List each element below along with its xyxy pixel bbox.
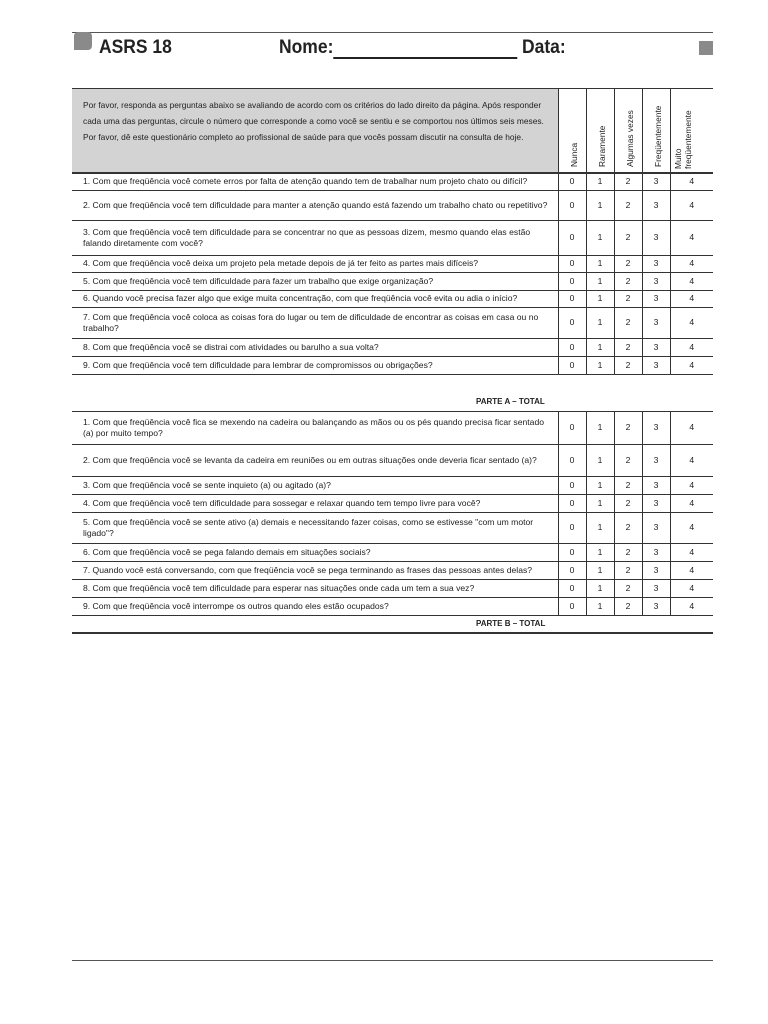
part-b-table [72,411,713,616]
question-row [72,191,713,221]
part-a-table [72,172,713,375]
score-option-3[interactable]: 3 [642,273,670,291]
score-option-4[interactable]: 4 [670,308,713,339]
score-option-3[interactable]: 3 [642,308,670,339]
question-row [72,562,713,580]
score-option-1[interactable]: 1 [586,445,614,477]
name-date-field [279,37,566,59]
question-text: 1. Com que freqüência você comete erros por falta de atenção quando tem de trabalhar num projeto chato ou difícil? [72,173,558,191]
scale-label: Nunca [569,142,579,167]
score-option-0[interactable]: 0 [558,562,586,580]
score-option-1[interactable]: 1 [586,291,614,308]
score-option-2[interactable]: 2 [614,513,642,544]
question-text: 7. Com que freqüência você coloca as coisas fora do lugar ou tem de dificuldade de encontrar as coisas em casa ou no trabalho? [72,308,558,339]
score-option-1[interactable]: 1 [586,513,614,544]
score-option-0[interactable]: 0 [558,598,586,616]
question-text: 2. Com que freqüência você tem dificuldade para manter a atenção quando está fazendo um trabalho chato ou repetitivo? [72,191,558,221]
scale-header-4 [670,89,714,173]
score-option-3[interactable]: 3 [642,221,670,256]
score-option-4[interactable]: 4 [670,580,713,598]
score-option-0[interactable]: 0 [558,477,586,495]
question-text: 6. Quando você precisa fazer algo que exige muita concentração, com que freqüência você evita ou adia o início? [72,291,558,308]
scale-label: Freqüentemente [653,105,663,167]
question-text: 3. Com que freqüência você tem dificuldade para se concentrar no que as pessoas dizem, mesmo quando elas estão falando diretamente com você? [72,221,558,256]
question-row [72,513,713,544]
question-row [72,598,713,616]
score-option-3[interactable]: 3 [642,291,670,308]
score-option-2[interactable]: 2 [614,562,642,580]
scale-header-3 [642,89,671,173]
scale-label: Algumas vezes [625,110,635,167]
question-row [72,412,713,445]
question-text: 9. Com que freqüência você interrompe os outros quando eles estão ocupados? [72,598,558,616]
score-option-0[interactable]: 0 [558,339,586,357]
score-option-2[interactable]: 2 [614,477,642,495]
score-option-2[interactable]: 2 [614,445,642,477]
score-option-0[interactable]: 0 [558,445,586,477]
score-option-2[interactable]: 2 [614,256,642,273]
score-option-3[interactable]: 3 [642,191,670,221]
score-option-3[interactable]: 3 [642,477,670,495]
score-option-0[interactable]: 0 [558,544,586,562]
score-option-4[interactable]: 4 [670,339,713,357]
score-option-1[interactable]: 1 [586,412,614,445]
score-option-3[interactable]: 3 [642,544,670,562]
question-text: 3. Com que freqüência você se sente inquieto (a) ou agitado (a)? [72,477,558,495]
question-text: 4. Com que freqüência você deixa um projeto pela metade depois de já ter feito as partes mais difíceis? [72,256,558,273]
score-option-3[interactable]: 3 [642,562,670,580]
score-option-1[interactable]: 1 [586,308,614,339]
score-option-4[interactable]: 4 [670,544,713,562]
score-option-3[interactable]: 3 [642,173,670,191]
score-option-4[interactable]: 4 [670,291,713,308]
score-option-0[interactable]: 0 [558,513,586,544]
score-option-4[interactable]: 4 [670,256,713,273]
score-option-4[interactable]: 4 [670,562,713,580]
score-option-0[interactable]: 0 [558,412,586,445]
question-row [72,221,713,256]
score-option-0[interactable]: 0 [558,256,586,273]
score-option-1[interactable]: 1 [586,256,614,273]
score-option-4[interactable]: 4 [670,191,713,221]
score-option-3[interactable]: 3 [642,357,670,375]
score-option-0[interactable]: 0 [558,291,586,308]
score-option-2[interactable]: 2 [614,357,642,375]
score-option-1[interactable]: 1 [586,221,614,256]
form-code: ASRS 18 [99,37,172,58]
square-mark [699,41,713,55]
score-option-0[interactable]: 0 [558,221,586,256]
question-text: 7. Quando você está conversando, com que freqüência você se pega terminando as frases das pessoas antes delas? [72,562,558,580]
score-option-4[interactable]: 4 [670,513,713,544]
question-row [72,580,713,598]
question-row [72,273,713,291]
score-option-2[interactable]: 2 [614,544,642,562]
score-option-1[interactable]: 1 [586,544,614,562]
question-text: 5. Com que freqüência você tem dificuldade para fazer um trabalho que exige organização? [72,273,558,291]
score-option-0[interactable]: 0 [558,580,586,598]
question-row [72,495,713,513]
score-option-4[interactable]: 4 [670,412,713,445]
score-option-2[interactable]: 2 [614,412,642,445]
question-row [72,308,713,339]
score-option-2[interactable]: 2 [614,495,642,513]
score-option-2[interactable]: 2 [614,339,642,357]
part-b-total-rule [72,632,713,634]
question-text: 1. Com que freqüência você fica se mexendo na cadeira ou balançando as mãos ou os pés quando precisa ficar sentado (a) por muito tempo? [72,412,558,445]
score-option-1[interactable]: 1 [586,173,614,191]
question-text: 9. Com que freqüência você tem dificuldade para lembrar de compromissos ou obrigações? [72,357,558,375]
score-option-0[interactable]: 0 [558,495,586,513]
question-text: 6. Com que freqüência você se pega falando demais em situações sociais? [72,544,558,562]
question-text: 4. Com que freqüência você tem dificuldade para sossegar e relaxar quando tem tempo livre para você? [72,495,558,513]
question-row [72,339,713,357]
score-option-4[interactable]: 4 [670,357,713,375]
score-option-2[interactable]: 2 [614,580,642,598]
name-blank-line[interactable] [333,38,517,59]
score-option-0[interactable]: 0 [558,308,586,339]
part-a-total-label: PARTE A – TOTAL [476,397,545,406]
question-text: 2. Com que freqüência você se levanta da cadeira em reuniões ou em outras situações onde deveria ficar sentado (a)? [72,445,558,477]
question-row [72,445,713,477]
score-option-3[interactable]: 3 [642,412,670,445]
score-option-1[interactable]: 1 [586,562,614,580]
date-label: Data: [521,37,566,58]
instructions-header [72,88,713,174]
score-option-4[interactable]: 4 [670,598,713,616]
scale-header-0 [558,89,587,173]
scale-header-1 [586,89,615,173]
score-option-4[interactable]: 4 [670,495,713,513]
question-text: 8. Com que freqüência você se distrai com atividades ou barulho a sua volta? [72,339,558,357]
score-option-0[interactable]: 0 [558,273,586,291]
question-text: 5. Com que freqüência você se sente ativo (a) demais e necessitando fazer coisas, como se estivesse "com um motor ligado"? [72,513,558,544]
top-rule [72,32,713,33]
score-option-2[interactable]: 2 [614,191,642,221]
question-row [72,357,713,375]
score-option-4[interactable]: 4 [670,477,713,495]
instructions-text: Por favor, responda as perguntas abaixo se avaliando de acordo com os critérios do lado direito da página. Após responder cada uma das perguntas, circule o número que corresponde a como você se sentiu e se comportou nos últimos seis meses. Por favor, dê este questionário completo ao profissional de saúde para que vocês possam discutir na consulta de hoje. [72,89,558,173]
score-option-0[interactable]: 0 [558,191,586,221]
corner-tab-mark [74,32,92,50]
score-option-3[interactable]: 3 [642,580,670,598]
score-option-1[interactable]: 1 [586,477,614,495]
name-label: Nome: [279,37,334,58]
scale-label: Raramente [597,125,607,167]
score-option-2[interactable]: 2 [614,173,642,191]
question-row [72,256,713,273]
score-option-1[interactable]: 1 [586,339,614,357]
score-option-2[interactable]: 2 [614,291,642,308]
score-option-2[interactable]: 2 [614,308,642,339]
score-option-4[interactable]: 4 [670,173,713,191]
scale-header-2 [614,89,643,173]
score-option-1[interactable]: 1 [586,191,614,221]
question-row [72,173,713,191]
footer-rule [72,960,713,961]
question-row [72,477,713,495]
score-option-3[interactable]: 3 [642,598,670,616]
question-text: 8. Com que freqüência você tem dificuldade para esperar nas situações onde cada um tem a sua vez? [72,580,558,598]
score-option-4[interactable]: 4 [670,273,713,291]
score-option-2[interactable]: 2 [614,221,642,256]
score-option-3[interactable]: 3 [642,339,670,357]
part-b-total-label: PARTE B – TOTAL [476,619,546,628]
score-option-2[interactable]: 2 [614,598,642,616]
question-row [72,544,713,562]
score-option-1[interactable]: 1 [586,598,614,616]
score-option-4[interactable]: 4 [670,221,713,256]
score-option-3[interactable]: 3 [642,256,670,273]
score-option-3[interactable]: 3 [642,513,670,544]
score-option-1[interactable]: 1 [586,495,614,513]
scale-label: Muito freqüentemente [672,110,693,169]
score-option-1[interactable]: 1 [586,357,614,375]
score-option-3[interactable]: 3 [642,495,670,513]
question-row [72,291,713,308]
score-option-0[interactable]: 0 [558,357,586,375]
score-option-3[interactable]: 3 [642,445,670,477]
score-option-1[interactable]: 1 [586,580,614,598]
score-option-0[interactable]: 0 [558,173,586,191]
score-option-2[interactable]: 2 [614,273,642,291]
score-option-1[interactable]: 1 [586,273,614,291]
score-option-4[interactable]: 4 [670,445,713,477]
